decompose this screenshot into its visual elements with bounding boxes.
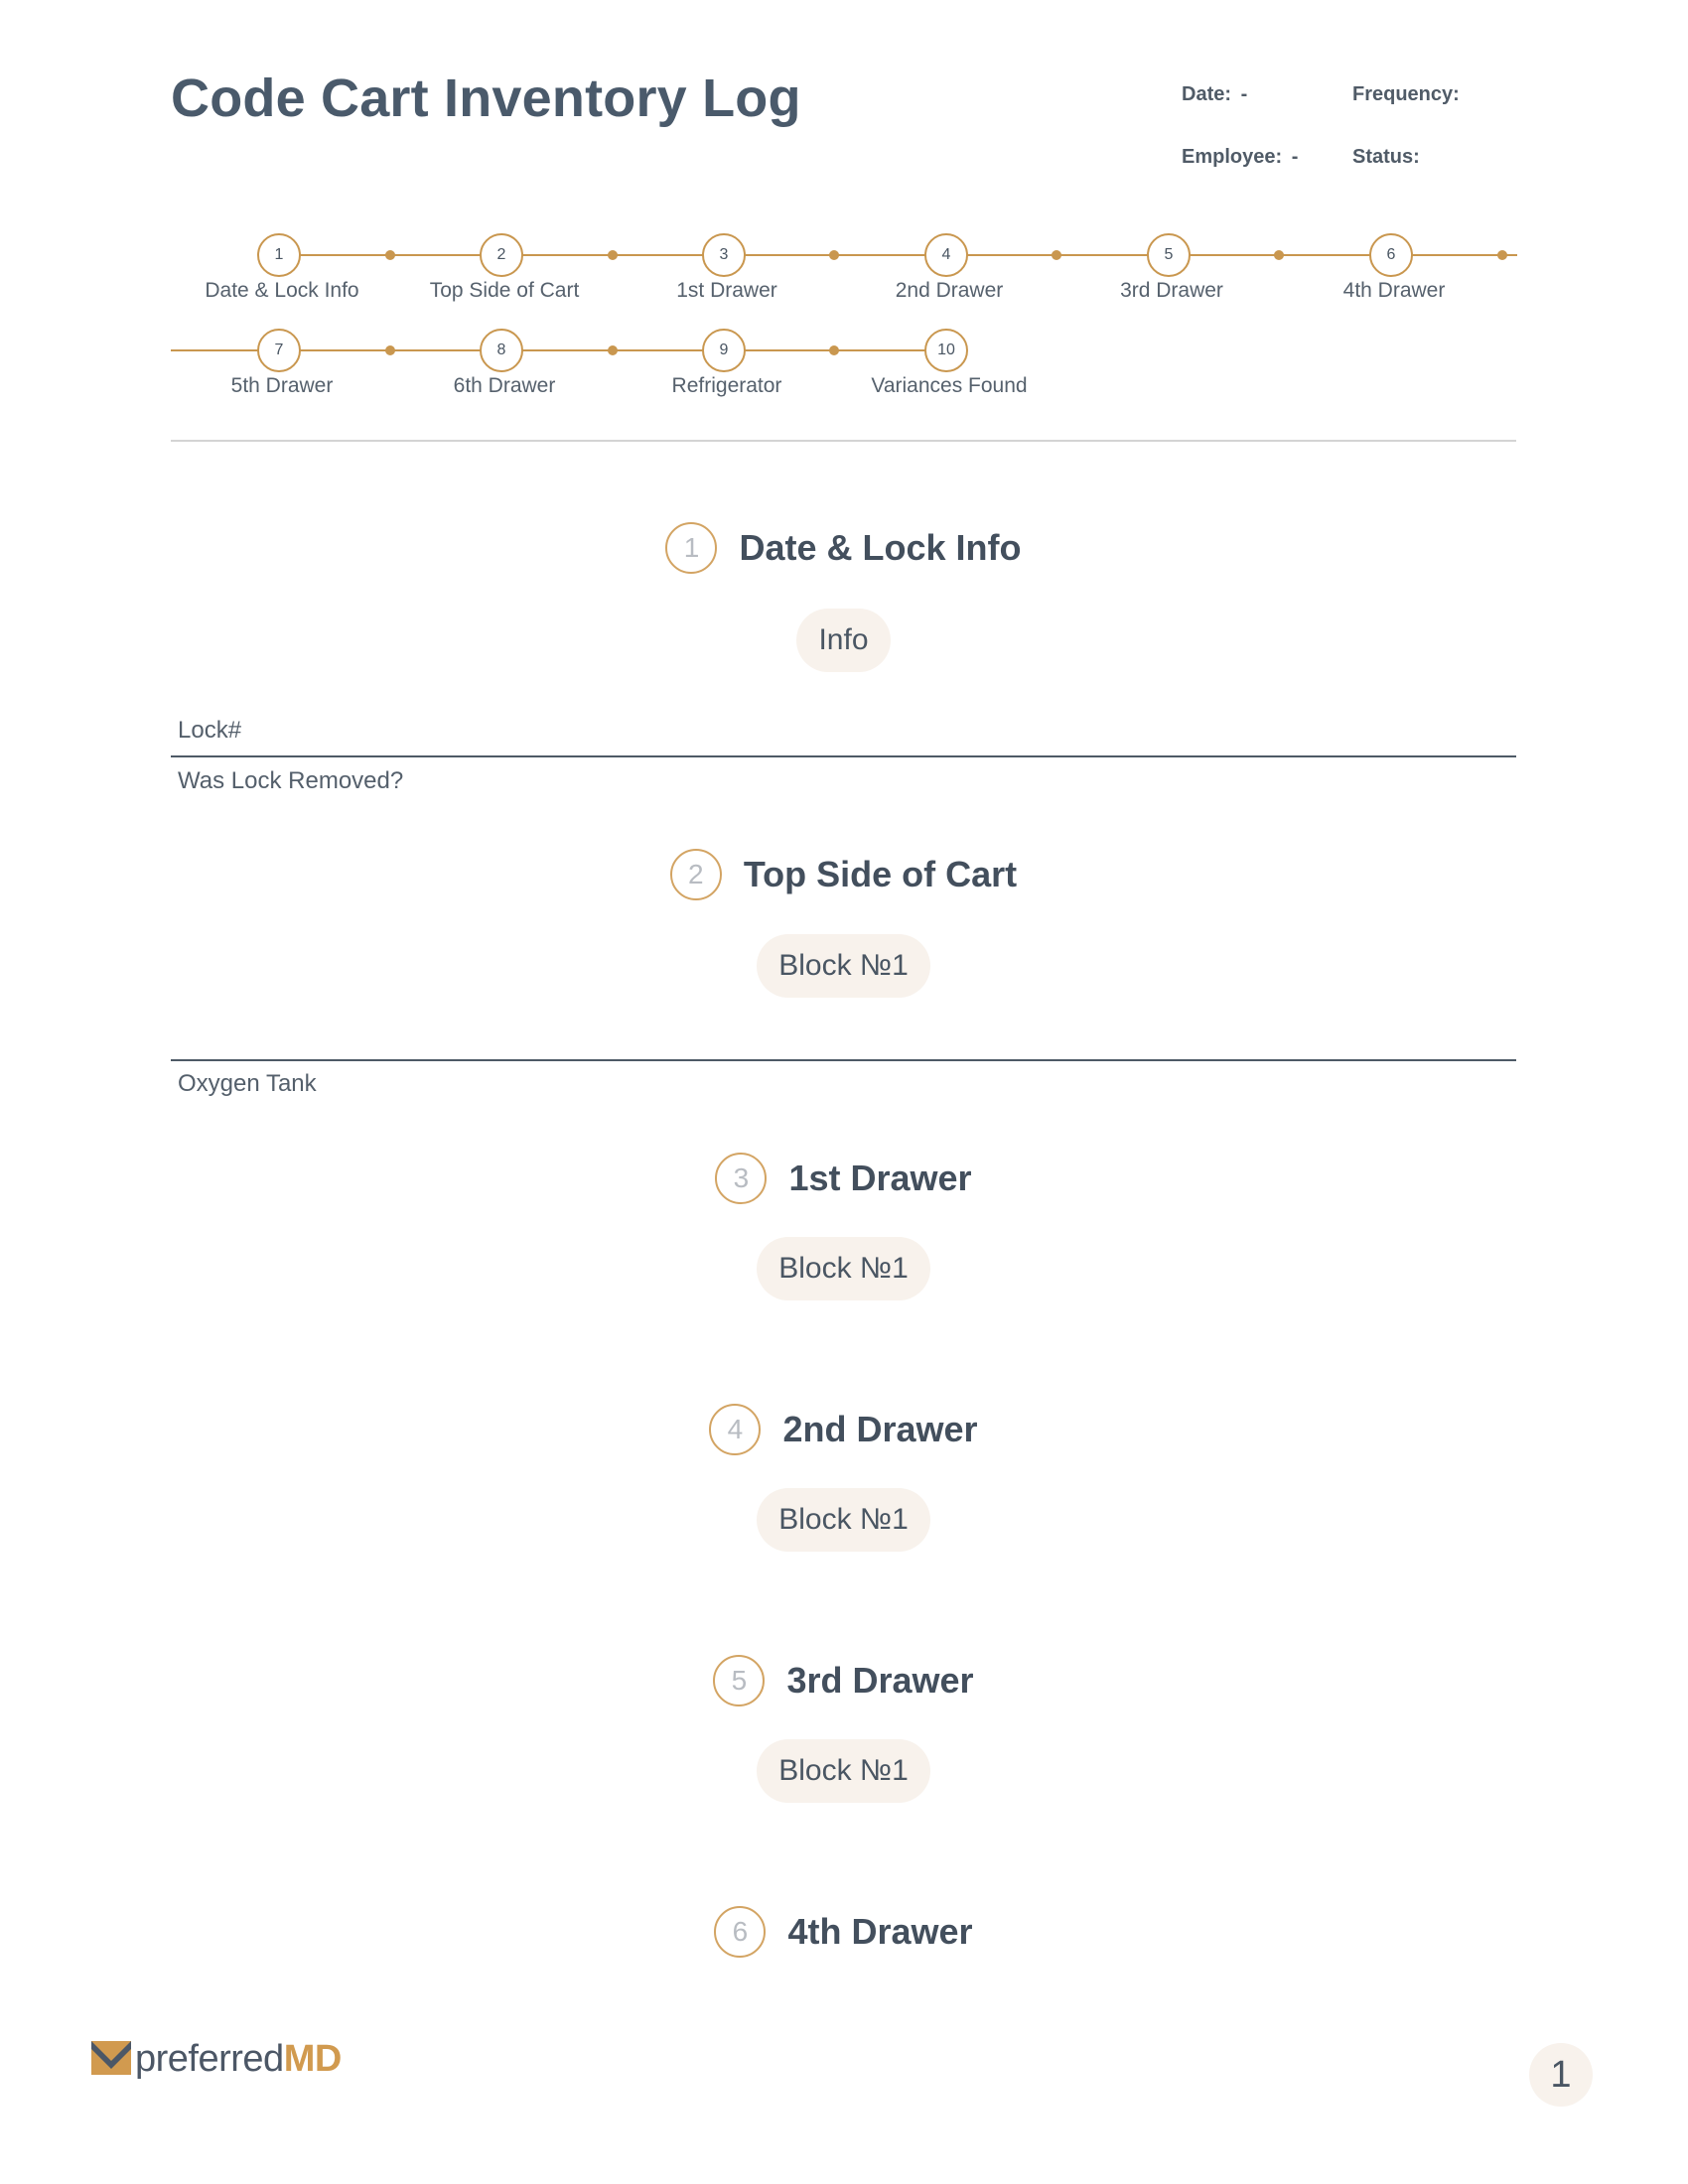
section-number-badge: 5 bbox=[713, 1655, 765, 1706]
section-title: 3rd Drawer bbox=[786, 1660, 974, 1701]
section-5-block-row bbox=[171, 1739, 1516, 1803]
block-pill: Block №1 bbox=[757, 1739, 930, 1803]
step-label-2[interactable]: Top Side of Cart bbox=[429, 279, 580, 302]
step-circle-9[interactable]: 9 bbox=[702, 329, 746, 372]
field-label-lock-removed: Was Lock Removed? bbox=[178, 767, 404, 794]
step-circle-3[interactable]: 3 bbox=[702, 233, 746, 277]
step-label-5[interactable]: 3rd Drawer bbox=[1120, 279, 1223, 302]
logo-wordmark bbox=[135, 2038, 342, 2081]
section-number-badge: 4 bbox=[709, 1404, 761, 1455]
stepper-dot bbox=[1497, 250, 1507, 260]
step-label-4[interactable]: 2nd Drawer bbox=[895, 279, 1004, 302]
section-2-block-row bbox=[171, 934, 1516, 998]
step-circle-6[interactable]: 6 bbox=[1369, 233, 1413, 277]
section-heading-5 bbox=[171, 1651, 1516, 1710]
step-label-3[interactable]: 1st Drawer bbox=[676, 279, 777, 302]
section-heading-1 bbox=[171, 518, 1516, 578]
stepper-dot bbox=[608, 250, 618, 260]
section-3-block-row bbox=[171, 1237, 1516, 1300]
stepper-dot bbox=[385, 345, 395, 355]
block-pill: Block №1 bbox=[757, 934, 930, 998]
field-label-lock-number: Lock# bbox=[178, 717, 242, 744]
block-pill: Block №1 bbox=[757, 1488, 930, 1552]
stepper-dot bbox=[829, 250, 839, 260]
progress-stepper bbox=[171, 223, 1516, 412]
step-circle-2[interactable]: 2 bbox=[480, 233, 523, 277]
stepper-dot bbox=[829, 345, 839, 355]
employee-meta bbox=[1182, 146, 1298, 169]
step-circle-1[interactable]: 1 bbox=[257, 233, 301, 277]
step-label-8[interactable]: 6th Drawer bbox=[453, 374, 556, 397]
step-label-7[interactable]: 5th Drawer bbox=[230, 374, 334, 397]
field-label-oxygen-tank: Oxygen Tank bbox=[178, 1070, 317, 1097]
stepper-dot bbox=[385, 250, 395, 260]
step-circle-5[interactable]: 5 bbox=[1147, 233, 1191, 277]
date-value: - bbox=[1240, 83, 1248, 105]
step-label-9[interactable]: Refrigerator bbox=[671, 374, 782, 397]
step-label-6[interactable]: 4th Drawer bbox=[1342, 279, 1446, 302]
block-pill: Block №1 bbox=[757, 1237, 930, 1300]
step-label-10[interactable]: Variances Found bbox=[871, 374, 1028, 397]
step-circle-7[interactable]: 7 bbox=[257, 329, 301, 372]
frequency-label: Frequency: bbox=[1352, 83, 1460, 105]
status-label: Status: bbox=[1352, 146, 1420, 168]
logo-wordmark-md: MD bbox=[283, 2038, 342, 2080]
section-number-badge: 3 bbox=[715, 1153, 767, 1204]
section-heading-3 bbox=[171, 1149, 1516, 1208]
section-title: 1st Drawer bbox=[788, 1158, 972, 1198]
step-circle-4[interactable]: 4 bbox=[924, 233, 968, 277]
preferredmd-logo bbox=[91, 2037, 342, 2082]
stepper-dot bbox=[1052, 250, 1061, 260]
section-2-rule bbox=[171, 1059, 1516, 1061]
section-number-badge: 2 bbox=[670, 849, 722, 900]
section-title: 2nd Drawer bbox=[782, 1409, 978, 1449]
step-label-1[interactable]: Date & Lock Info bbox=[205, 279, 359, 302]
section-title: 4th Drawer bbox=[787, 1911, 973, 1952]
section-heading-4 bbox=[171, 1400, 1516, 1459]
block-pill-info: Info bbox=[796, 609, 890, 672]
employee-label: Employee: bbox=[1182, 146, 1283, 168]
section-number-badge: 6 bbox=[714, 1906, 766, 1958]
stepper-line-row-1 bbox=[278, 254, 1517, 256]
stepper-dot bbox=[1274, 250, 1284, 260]
section-4-block-row bbox=[171, 1488, 1516, 1552]
step-circle-10[interactable]: 10 bbox=[924, 329, 968, 372]
section-title: Top Side of Cart bbox=[743, 854, 1018, 894]
frequency-meta bbox=[1352, 83, 1460, 106]
section-number-badge: 1 bbox=[665, 522, 717, 574]
date-label: Date: bbox=[1182, 83, 1232, 105]
status-meta bbox=[1352, 146, 1420, 169]
step-circle-8[interactable]: 8 bbox=[480, 329, 523, 372]
lock-number-underline[interactable] bbox=[171, 755, 1516, 757]
stepper-dot bbox=[608, 345, 618, 355]
header-divider bbox=[171, 440, 1516, 442]
date-meta bbox=[1182, 83, 1247, 106]
checkmark-envelope-icon bbox=[91, 2037, 131, 2082]
section-heading-6 bbox=[171, 1902, 1516, 1962]
page-number-badge: 1 bbox=[1529, 2043, 1593, 2107]
section-1-block-row bbox=[171, 609, 1516, 672]
logo-wordmark-preferred: preferred bbox=[135, 2038, 284, 2080]
page-title: Code Cart Inventory Log bbox=[171, 68, 801, 128]
section-title: Date & Lock Info bbox=[739, 527, 1022, 568]
section-heading-2 bbox=[171, 845, 1516, 904]
employee-value: - bbox=[1291, 146, 1299, 168]
